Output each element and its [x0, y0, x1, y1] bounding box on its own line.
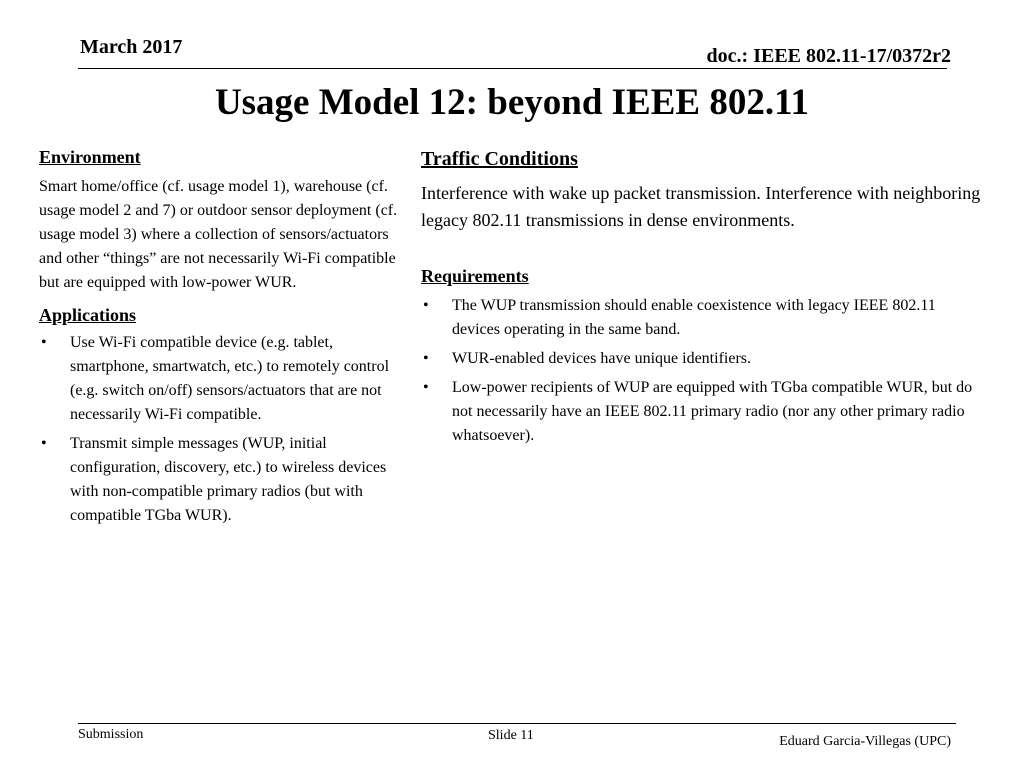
applications-heading: Applications	[39, 305, 137, 325]
requirement-item: • Low-power recipients of WUP are equipped with TGba compatible WUR, but do not necessarily have an IEEE 802.11 primary radio (nor any other primary radio whatsoever).	[421, 376, 981, 448]
requirement-item: • The WUP transmission should enable coexistence with legacy IEEE 802.11 devices operating in the same band.	[421, 294, 981, 342]
application-item: • Use Wi-Fi compatible device (e.g. tablet, smartphone, smartwatch, etc.) to remotely control (e.g. switch on/off) sensors/actuators that are not necessarily Wi-Fi compatible.	[39, 331, 401, 427]
right-column	[421, 146, 981, 448]
header-divider	[78, 68, 947, 69]
footer-divider	[78, 723, 956, 724]
traffic-conditions-text: Interference with wake up packet transmission. Interference with neighboring legacy 802.11 transmissions in dense environments.	[421, 183, 981, 230]
footer-submission: Submission	[78, 727, 144, 742]
header-date: March 2017	[80, 36, 183, 58]
requirements-list	[421, 294, 981, 448]
slide-title: Usage Model 12: beyond IEEE 802.11	[214, 82, 810, 123]
header-doc-id: doc.: IEEE 802.11-17/0372r2	[706, 45, 951, 67]
application-item: • Transmit simple messages (WUP, initial configuration, discovery, etc.) to wireless devices with non-compatible primary radios (but with compatible TGba WUR).	[39, 432, 401, 528]
footer-author: Eduard Garcia-Villegas (UPC)	[779, 734, 951, 749]
footer-slide-number: Slide 11	[488, 728, 534, 743]
requirements-heading: Requirements	[421, 266, 529, 286]
requirement-item: • WUR-enabled devices have unique identifiers.	[421, 347, 981, 371]
environment-heading: Environment	[39, 147, 141, 167]
environment-text: Smart home/office (cf. usage model 1), warehouse (cf. usage model 2 and 7) or outdoor sensor deployment (cf. usage model 3) where a collection of sensors/actuators and other “things” are not necessarily Wi-Fi compatible but are equipped with low-power WUR.	[39, 178, 398, 291]
applications-list	[39, 331, 401, 528]
left-column	[39, 145, 401, 528]
traffic-conditions-heading: Traffic Conditions	[421, 148, 578, 170]
